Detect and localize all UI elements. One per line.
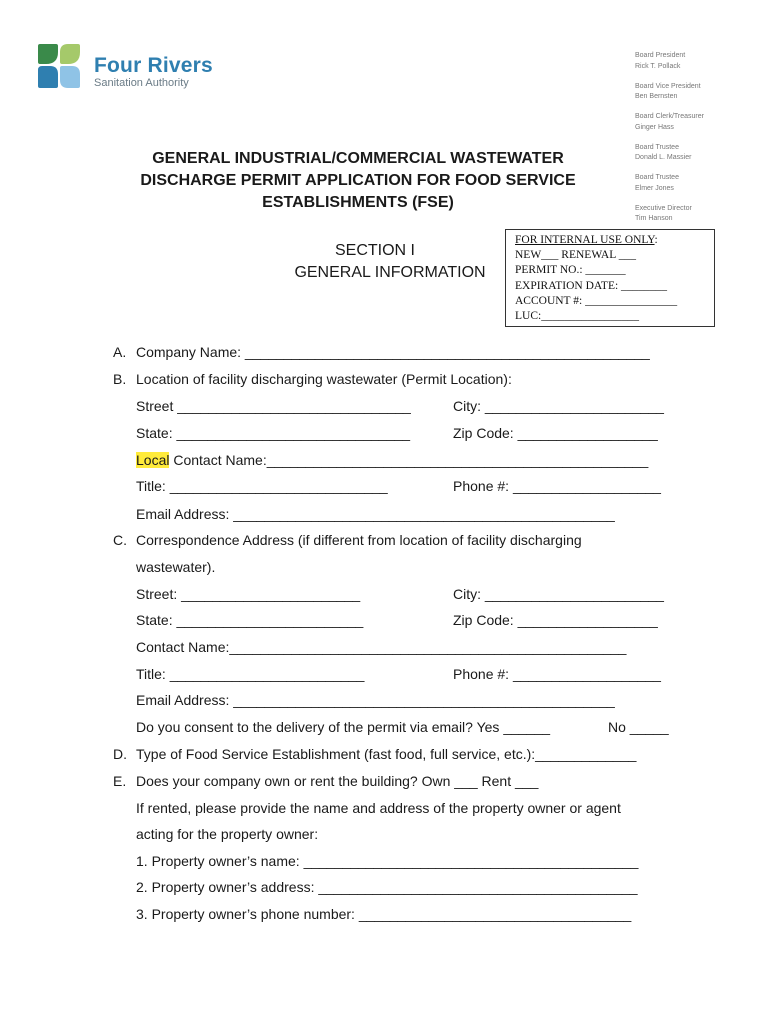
logo-subtitle: Sanitation Authority [94, 77, 189, 89]
board-entry [635, 173, 765, 194]
account-field[interactable]: ACCOUNT #: ________________ [515, 294, 678, 307]
luc-field[interactable]: LUC:_________________ [515, 310, 639, 323]
correspondence-heading: Correspondence Address (if different from location of facility discharging [136, 532, 582, 548]
title-line: DISCHARGE PERMIT APPLICATION FOR FOOD SERVICE [140, 172, 576, 189]
email-consent-no-field[interactable]: No _____ [608, 719, 669, 735]
section-name: GENERAL INFORMATION [294, 264, 486, 281]
corr-street-field[interactable]: Street: _______________________ [136, 586, 361, 602]
item-c-label: C. [113, 532, 127, 548]
board-member-name: Ginger Hass [635, 123, 674, 131]
email-consent-yes-field[interactable]: Do you consent to the delivery of the permit via email? Yes ______ [136, 719, 551, 735]
expiration-date-field[interactable]: EXPIRATION DATE: ________ [515, 279, 668, 292]
board-entry [635, 112, 765, 133]
permit-city-field[interactable]: City: _______________________ [453, 398, 664, 414]
local-contact-name-field[interactable] [136, 451, 648, 469]
rent-instructions-cont: acting for the property owner: [136, 826, 319, 842]
corr-title-field[interactable]: Title: _________________________ [136, 666, 365, 682]
item-b-label: B. [113, 371, 127, 387]
establishment-type-field[interactable]: Type of Food Service Establishment (fast food, full service, etc.):_____________ [136, 746, 637, 762]
own-rent-field[interactable]: Does your company own or rent the building? Own ___ Rent ___ [136, 773, 539, 789]
correspondence-heading-cont: wastewater). [136, 559, 216, 575]
document-title [108, 148, 608, 214]
board-role: Board Trustee [635, 143, 679, 151]
title-line: GENERAL INDUSTRIAL/COMMERCIAL WASTEWATER [152, 150, 564, 167]
board-entry [635, 51, 765, 72]
board-member-name: Rick T. Pollack [635, 62, 681, 70]
board-entry [635, 82, 765, 103]
logo-name: Four Rivers [94, 54, 213, 77]
board-member-name: Donald L. Massier [635, 154, 692, 161]
item-e-label: E. [113, 773, 127, 789]
corr-contact-name-field[interactable]: Contact Name:___________________________________________________ [136, 639, 627, 655]
permit-location-heading: Location of facility discharging wastewater (Permit Location): [136, 371, 512, 387]
logo-leaf-green-light [60, 44, 80, 64]
board-entry [635, 143, 765, 164]
item-d-label: D. [113, 746, 127, 762]
internal-use-box [505, 229, 715, 327]
item-a-label: A. [113, 344, 127, 360]
board-member-name: Ben Bernsten [635, 93, 678, 100]
local-title-field[interactable]: Title: ____________________________ [136, 478, 388, 494]
owner-name-field[interactable]: 1. Property owner’s name: ___________________________________________ [136, 853, 639, 869]
permit-street-field[interactable]: Street ______________________________ [136, 398, 411, 414]
new-renewal-field[interactable]: NEW___ RENEWAL ___ [515, 249, 636, 262]
board-member-name: Elmer Jones [635, 184, 674, 192]
owner-address-field[interactable]: 2. Property owner’s address: _________________________________________ [136, 879, 638, 895]
board-role: Board Trustee [635, 174, 679, 181]
board-entry [635, 204, 765, 225]
section-number: SECTION I [334, 242, 415, 259]
permit-no-field[interactable]: PERMIT NO.: _______ [515, 264, 626, 277]
board-role: Board President [635, 52, 686, 59]
section-heading [260, 240, 520, 284]
permit-state-field[interactable]: State: ______________________________ [136, 425, 411, 441]
corr-city-field[interactable]: City: _______________________ [453, 586, 664, 602]
rent-instructions: If rented, please provide the name and address of the property owner or agent [136, 800, 621, 816]
internal-use-heading [515, 233, 714, 248]
logo-leaf-blue-dark [38, 66, 58, 88]
internal-use-heading-colon: : [654, 234, 658, 246]
board-list [635, 51, 765, 234]
logo-leaf-blue-light [60, 66, 80, 88]
logo-mark-icon [38, 44, 80, 88]
highlighted-text: Local [136, 452, 170, 468]
board-role: Executive Director [635, 204, 692, 212]
corr-state-field[interactable]: State: ________________________ [136, 612, 364, 628]
owner-phone-field[interactable]: 3. Property owner’s phone number: ___________________________________ [136, 906, 632, 922]
company-name-field[interactable]: Company Name: ____________________________________________________ [136, 344, 650, 360]
contact-name-text: Contact Name:_________________________________________________ [169, 452, 649, 468]
local-phone-field[interactable]: Phone #: ___________________ [453, 478, 661, 494]
internal-use-heading-text: FOR INTERNAL USE ONLY [515, 234, 655, 246]
board-member-name: Tim Hanson [635, 215, 673, 222]
corr-zip-field[interactable]: Zip Code: __________________ [453, 612, 658, 628]
logo-leaf-green-dark [38, 44, 58, 64]
local-email-field[interactable]: Email Address: _________________________________________________ [136, 506, 615, 522]
board-role: Board Clerk/Treasurer [635, 113, 704, 120]
board-role: Board Vice President [635, 82, 701, 90]
title-line: ESTABLISHMENTS (FSE) [262, 194, 454, 211]
corr-phone-field[interactable]: Phone #: ___________________ [453, 666, 661, 682]
corr-email-field[interactable]: Email Address: _________________________________________________ [136, 692, 615, 708]
permit-zip-field[interactable]: Zip Code: __________________ [453, 425, 658, 441]
